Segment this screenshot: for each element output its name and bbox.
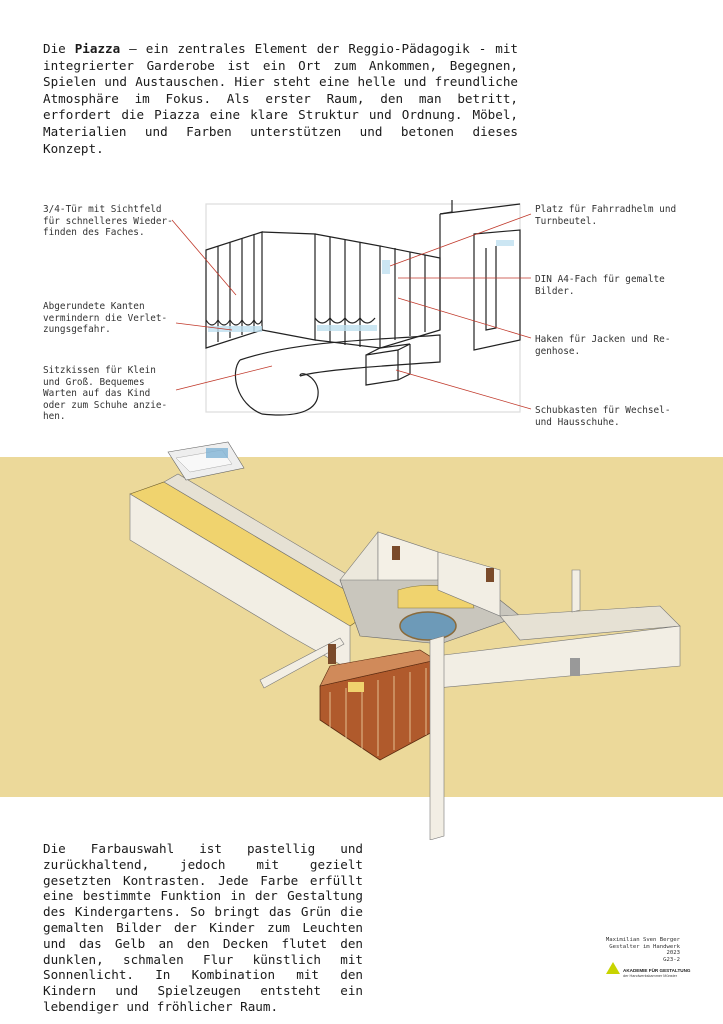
academy-logo bbox=[606, 962, 691, 982]
author-credit: Maximilian Sven Berger Gestalter im Handwerk 2023 G23-2 bbox=[605, 937, 680, 963]
annotation-drawer: Schubkasten für Wechsel- und Hausschuhe. bbox=[535, 405, 671, 428]
intro-paragraph bbox=[43, 41, 518, 157]
annotation-cushion: Sitzkissen für Klein und Groß. Bequemes Warten auf das Kind oder zum Schuhe anzie- hen. bbox=[43, 365, 168, 423]
annotation-edges: Abgerundete Kanten vermindern die Verlet- zungsgefahr. bbox=[43, 301, 168, 336]
annotation-a4: DIN A4-Fach für gemalte Bilder. bbox=[535, 274, 665, 297]
annotation-hooks: Haken für Jacken und Re- genhose. bbox=[535, 334, 671, 357]
annotation-door: 3/4-Tür mit Sichtfeld für schnelleres Wieder- finden des Faches. bbox=[43, 204, 173, 239]
floorplan-axonometric bbox=[0, 430, 723, 840]
intro-bold-term: Piazza bbox=[74, 41, 121, 56]
outro-paragraph: Die Farbauswahl ist pastellig und zurückhaltend, jedoch mit gezielt gesetzten Kontrasten. Jede Farbe erfüllt eine bestimmte Funktion in der Gestaltung des Kindergartens. So bringt das Grün die gemalten Bilder der Kinder zum Leuchten und das Gelb an den Decken flutet den dunklen, schmalen Flur künstlich mit Sonnenlicht. In Kombination mit den Kindern und Spielzeugen entsteht ein lebendiger und fröhlicher Raum. bbox=[43, 841, 363, 1014]
intro-lead: Die bbox=[43, 41, 75, 56]
logo-subtitle: der Handwerkskammer Münster bbox=[623, 974, 678, 978]
logo-name: AKADEMIE FÜR GESTALTUNG bbox=[623, 968, 691, 973]
triangle-logo-icon bbox=[606, 962, 620, 974]
intro-text: – ein zentrales Element der Reggio-Pädagogik - mit integrierter Garderobe ist ein Ort zum Ankommen, Begegnen, Spielen und Austauschen. Hier steht eine helle und freundliche Atmosphäre im Fokus. Als erster Raum, den man betritt, erfordert die Piazza eine klare Struktur und Ordnung. Möbel, Materialien und Farben unterstützen und betonen dieses Konzept. bbox=[43, 41, 518, 156]
annotation-helmet: Platz für Fahrradhelm und Turnbeutel. bbox=[535, 204, 677, 227]
